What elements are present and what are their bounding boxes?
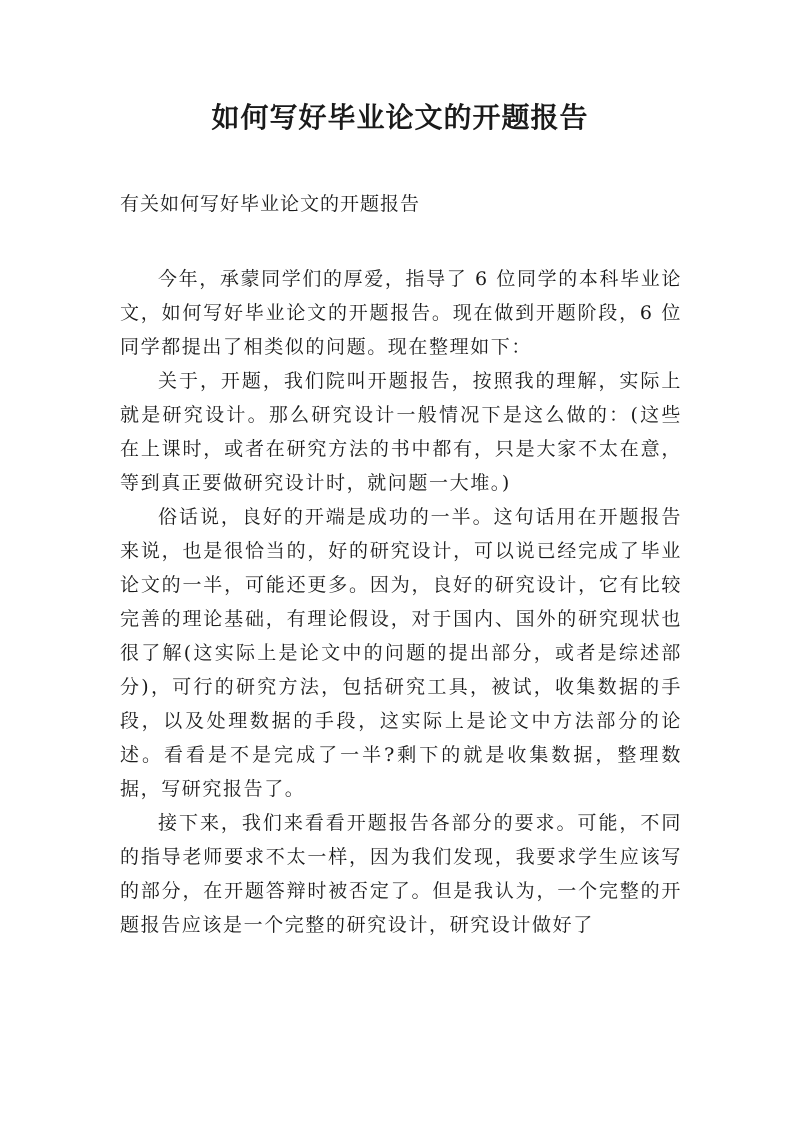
document-subtitle: 有关如何写好毕业论文的开题报告 [120, 193, 421, 215]
document-title: 如何写好毕业论文的开题报告 [211, 101, 589, 134]
paragraph-3: 俗话说，良好的开端是成功的一半。这句话用在开题报告来说，也是很恰当的，好的研究设计，可以说已经完成了毕业论文的一半，可能还更多。因为，良好的研究设计，它有比较完善的理论基础，有理论假设，对于国内、国外的研究现状也很了解(这实际上是论文中的问题的提出部分，或者是综述部分)，可行的研究方法，包括研究工具，被试，收集数据的手段，以及处理数据的手段，这实际上是论文中方法部分的论述。看看是不是完成了一半?剩下的就是收集数据，整理数据，写研究报告了。 [120, 506, 682, 800]
paragraph-4: 接下来，我们来看看开题报告各部分的要求。可能，不同的指导老师要求不太一样，因为我们发现，我要求学生应该写的部分，在开题答辩时被否定了。但是我认为，一个完整的开题报告应该是一个完整的研究设计，研究设计做好了 [120, 812, 682, 936]
paragraph-1: 今年，承蒙同学们的厚爱，指导了 6 位同学的本科毕业论文，如何写好毕业论文的开题报告。现在做到开题阶段，6 位同学都提出了相类似的问题。现在整理如下： [120, 268, 682, 358]
paragraph-2: 关于，开题，我们院叫开题报告，按照我的理解，实际上就是研究设计。那么研究设计一般情况下是这么做的：(这些在上课时，或者在研究方法的书中都有，只是大家不太在意，等到真正要做研究设计时，就问题一大堆。) [120, 370, 682, 494]
document-body [120, 262, 682, 942]
